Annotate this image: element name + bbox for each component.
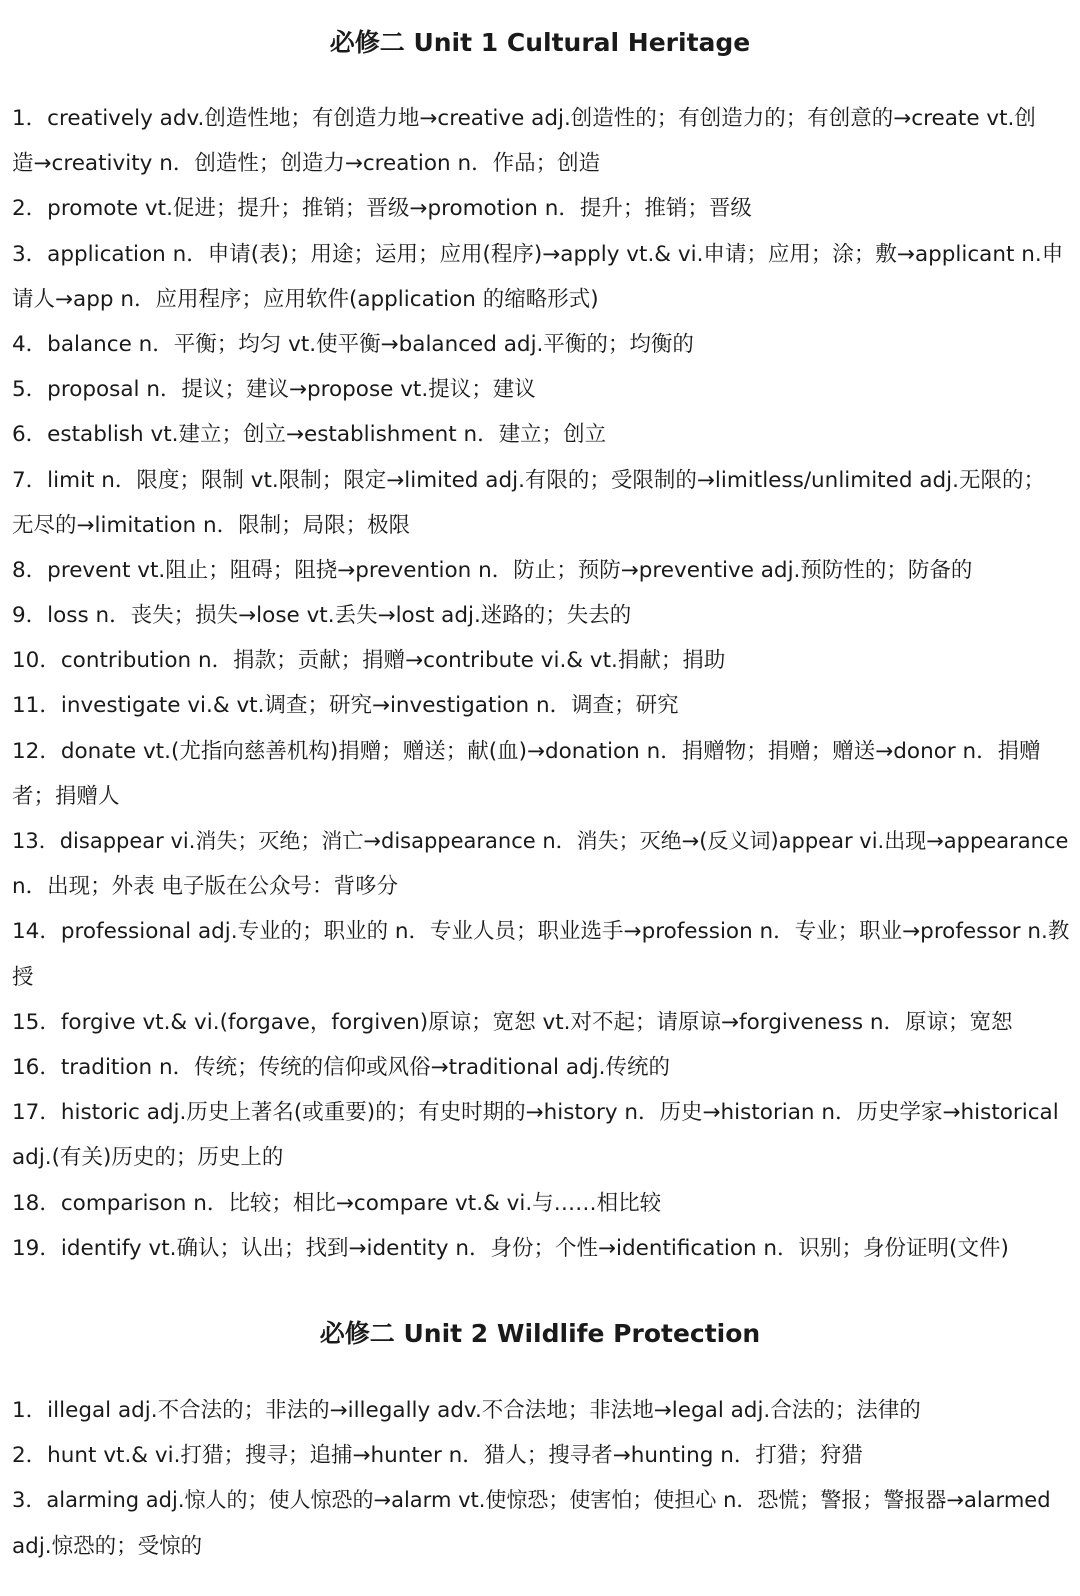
vocab-line: 无尽的→limitation n．限制；局限；极限: [12, 512, 411, 538]
vocab-line: 17．historic adj.历史上著名(或重要)的；有史时期的→history n．历史→historian n．历史学家→historical: [12, 1100, 1059, 1126]
vocab-line: 1．creatively adv.创造性地；有创造力地→creative adj.创造性的；有创造力的；有创意的→create vt.创: [12, 106, 1036, 131]
vocab-line: 2．hunt vt.& vi.打猎；搜寻；追捕→hunter n．猎人；搜寻者→hunting n．打猎；狩猎: [12, 1443, 863, 1469]
vocab-line: 15．forgive vt.& vi.(forgave，forgiven)原谅；宽恕 vt.对不起；请原谅→forgiveness n．原谅；宽恕: [12, 1009, 1013, 1035]
vocab-line: 18．comparison n．比较；相比→compare vt.& vi.与……相比较: [12, 1190, 662, 1216]
unit1-vocab-list: [12, 96, 1072, 1271]
vocab-line: 11．investigate vi.& vt.调查；研究→investigation n．调查；研究: [12, 693, 679, 719]
vocab-line: 13．disappear vi.消失；灭绝；消亡→disappearance n．消失；灭绝→(反义词)appear vi.出现→appearance: [12, 829, 1069, 853]
vocab-line: 9．loss n．丧失；损失→lose vt.丢失→lost adj.迷路的；失去的: [12, 603, 632, 629]
vocab-line: 造→creativity n．创造性；创造力→creation n．作品；创造: [12, 151, 601, 177]
vocab-line: 授: [12, 964, 34, 990]
unit2-vocab-list: [12, 1388, 1072, 1569]
vocab-line: adj.惊恐的；受惊的: [12, 1533, 203, 1559]
vocab-line: 请人→app n．应用程序；应用软件(application 的缩略形式): [12, 286, 599, 312]
vocab-line: 12．donate vt.(尤指向慈善机构)捐赠；赠送；献(血)→donation n．捐赠物；捐赠；赠送→donor n．捐赠: [12, 738, 1041, 764]
vocab-line: 6．establish vt.建立；创立→establishment n．建立；创立: [12, 422, 607, 448]
vocab-line: 14．professional adj.专业的；职业的 n．专业人员；职业选手→profession n．专业；职业→professor n.教: [12, 919, 1070, 945]
vocab-line: 3．application n．申请(表)；用途；运用；应用(程序)→apply vt.& vi.申请；应用；涂；敷→applicant n.申: [12, 241, 1064, 267]
vocab-line: 8．prevent vt.阻止；阻碍；阻挠→prevention n．防止；预防→preventive adj.预防性的；防备的: [12, 557, 973, 583]
vocab-line: 10．contribution n．捐款；贡献；捐赠→contribute vi.& vt.捐献；捐助: [12, 648, 726, 674]
vocab-line: 19．identify vt.确认；认出；找到→identity n．身份；个性→identification n．识别；身份证明(文件): [12, 1235, 1009, 1261]
vocab-line: 1．illegal adj.不合法的；非法的→illegally adv.不合法地；非法地→legal adj.合法的；法律的: [12, 1398, 921, 1423]
vocab-line: 3．alarming adj.惊人的；使人惊恐的→alarm vt.使惊恐；使害怕；使担心 n．恐慌；警报；警报器→alarmed: [12, 1488, 1051, 1513]
vocab-line: 16．tradition n．传统；传统的信仰或风俗→traditional adj.传统的: [12, 1054, 670, 1080]
vocab-line: 2．promote vt.促进；提升；推销；晋级→promotion n．提升；推销；晋级: [12, 196, 752, 222]
unit1-title: 必修二 Unit 1 Cultural Heritage: [329, 28, 751, 57]
vocab-line: n．出现；外表 电子版在公众号：背哆分: [12, 874, 398, 900]
vocab-line: 者；捐赠人: [12, 783, 120, 809]
vocab-line: 5．proposal n．提议；建议→propose vt.提议；建议: [12, 377, 536, 403]
unit2-title: 必修二 Unit 2 Wildlife Protection: [319, 1319, 761, 1348]
vocab-line: 7．limit n．限度；限制 vt.限制；限定→limited adj.有限的；受限制的→limitless/unlimited adj.无限的；: [12, 467, 1045, 493]
vocab-line: adj.(有关)历史的；历史上的: [12, 1145, 284, 1171]
vocab-line: 4．balance n．平衡；均匀 vt.使平衡→balanced adj.平衡的；均衡的: [12, 331, 694, 357]
